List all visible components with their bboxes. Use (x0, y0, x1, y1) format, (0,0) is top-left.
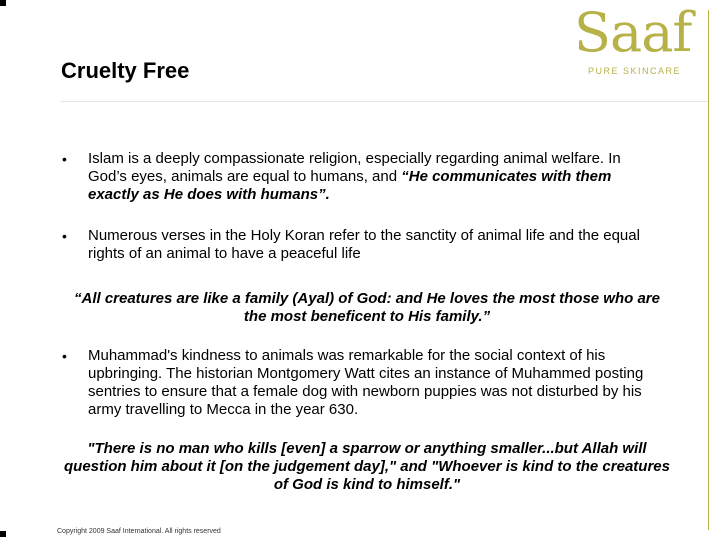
bullet-koran-verses (62, 227, 663, 263)
slide-title: Cruelty Free (61, 58, 190, 83)
logo-tagline: PURE SKINCARE (588, 66, 682, 76)
bullet-text: Muhammad's kindness to animals was remarkable for the social context of his upbringing. The historian Montgomery Watt cites an instance of Muhammed posting sentries to ensure that a female dog with newborn puppies was not disturbed by his army travelling to Mecca in the year 630. (88, 347, 644, 418)
bullet-dot: • (62, 228, 67, 244)
bullet-islam-compassion (62, 150, 663, 204)
corner-mark-bottom (0, 531, 6, 537)
logo-wordmark: Saaf (574, 1, 692, 64)
quote-all-creatures: “All creatures are like a family (Ayal) of God: and He loves the most those who are the most beneficent to His family.” (73, 290, 660, 325)
bullet-text: Numerous verses in the Holy Koran refer to the sanctity of animal life and the equal rights of an animal to have a peaceful life (88, 227, 640, 262)
bullet-text: Islam is a deeply compassionate religion, especially regarding animal welfare. In God’s eyes, animals are equal to humans, and (88, 150, 621, 185)
quote-sparrow: "There is no man who kills [even] a sparrow or anything smaller...but Allah will question him about it [on the judgement day]," and "Whoever is kind to the creatures of God is kind to himself." (64, 440, 670, 493)
bullet-emphasis: “He communicates with them exactly as He does with humans”. (88, 168, 612, 203)
bullet-muhammad-kindness (62, 347, 663, 419)
corner-mark-top (0, 0, 6, 6)
brand-vertical-rule (708, 10, 709, 530)
saaf-logo (574, 1, 706, 84)
bullet-dot: • (62, 348, 67, 364)
bullet-dot: • (62, 151, 67, 167)
title-divider (61, 101, 709, 102)
copyright-footer: Copyright 2009 Saaf International. All rights reserved (57, 528, 221, 535)
